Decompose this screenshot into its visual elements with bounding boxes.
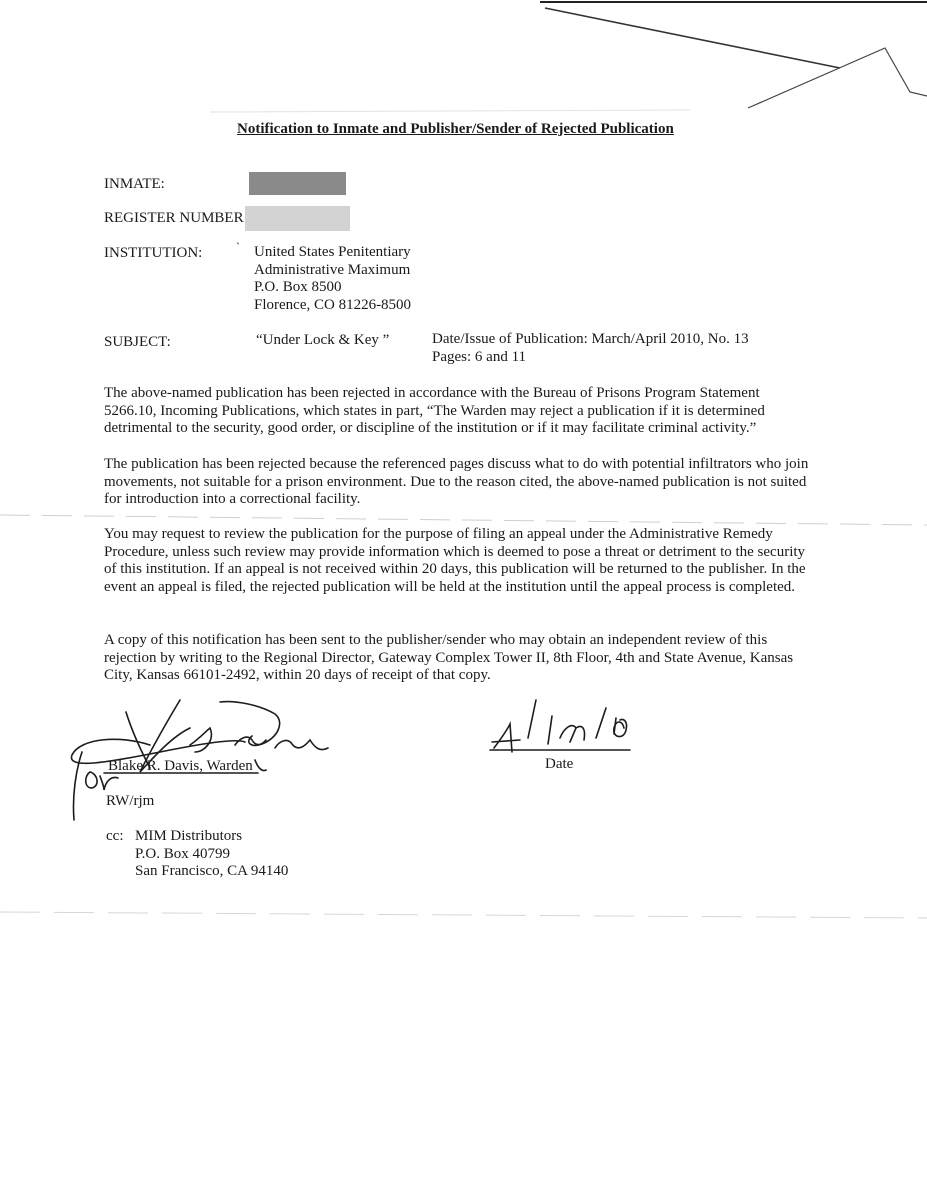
date-label: Date bbox=[545, 756, 574, 772]
institution-label: INSTITUTION: bbox=[104, 245, 203, 261]
typist-initials: RW/rjm bbox=[106, 793, 155, 809]
cc-line: MIM Distributors bbox=[135, 828, 243, 844]
institution-line: Florence, CO 81226-8500 bbox=[254, 296, 412, 313]
stray-mark: ˋ bbox=[236, 240, 240, 254]
body-paragraph: A copy of this notification has been sent to the publisher/sender who may obtain an independent review of this rejection by writing to the Regional Director, Gateway Complex Tower II, 8th Floor, 4th and State Avenue, Kansas City, Kansas 66101-2492, within 20 days of receipt of that copy. bbox=[104, 632, 794, 683]
register-number-label: REGISTER NUMBER bbox=[104, 210, 244, 226]
institution-line: United States Penitentiary bbox=[254, 244, 411, 260]
inmate-label: INMATE: bbox=[104, 176, 165, 192]
cc-line: P.O. Box 40799 bbox=[135, 845, 231, 862]
cc-line: San Francisco, CA 94140 bbox=[135, 863, 289, 879]
body-paragraph: You may request to review the publication for the purpose of filing an appeal under the Administrative Remedy Procedure, unless such review may provide information which is deemed to pose a threat or detriment to the security of this institution. If an appeal is not received within 20 days, this publication will be returned to the publisher. In the event an appeal is filed, the rejected publication will be held at the institution until the appeal process is completed. bbox=[104, 526, 806, 595]
institution-line: P.O. Box 8500 bbox=[254, 279, 342, 295]
cc-address bbox=[135, 828, 288, 881]
publication-pages-line: Pages: 6 and 11 bbox=[432, 349, 527, 365]
institution-line: Administrative Maximum bbox=[254, 261, 411, 278]
document-title: Notification to Inmate and Publisher/Sender of Rejected Publication bbox=[237, 121, 674, 137]
publication-date-line: Date/Issue of Publication: March/April 2010, No. 13 bbox=[432, 331, 749, 347]
body-paragraph: The above-named publication has been rejected in accordance with the Bureau of Prisons Program Statement 5266.10, Incoming Publications, which states in part, “The Warden may reject a publication if it is determined detrimental to the security, good order, or discipline of the institution or if it may facilitate criminal activity.” bbox=[104, 385, 765, 436]
subject-publication-title: “Under Lock & Key ” bbox=[256, 332, 390, 348]
subject-label: SUBJECT: bbox=[104, 334, 171, 350]
cc-label: cc: bbox=[106, 828, 124, 844]
body-paragraph: The publication has been rejected because the referenced pages discuss what to do with potential infiltrators who join movements, not suitable for a prison environment. Due to the reason cited, the above-named publication is not suited for introduction into a correctional facility. bbox=[104, 456, 809, 507]
signer-name: Blake R. Davis, Warden bbox=[108, 758, 253, 774]
